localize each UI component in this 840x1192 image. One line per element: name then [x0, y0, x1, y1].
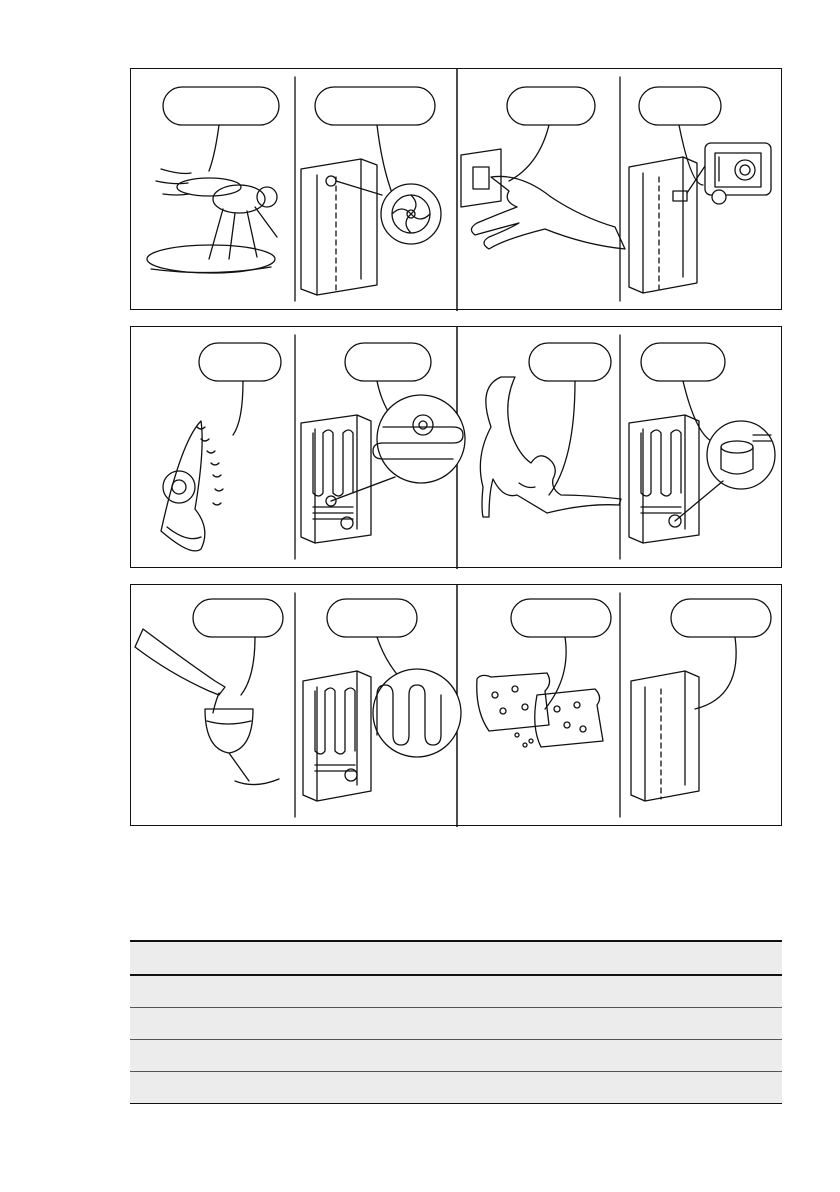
table-row	[130, 975, 782, 1008]
coil-icon	[301, 343, 465, 543]
table-cell	[130, 1040, 391, 1072]
switch-icon	[461, 87, 625, 249]
illustration-row-2	[130, 326, 782, 568]
table-row	[130, 1008, 782, 1040]
table-row	[130, 1072, 782, 1104]
illustration-row-2-art	[131, 327, 783, 569]
illustration-row-1-art	[131, 69, 783, 311]
table-header-cell	[391, 941, 782, 975]
cabinet-icon	[631, 599, 771, 801]
table-cell	[130, 1072, 391, 1104]
wine-icon	[135, 599, 283, 785]
table-cell	[391, 1072, 782, 1104]
thermostat-icon	[629, 87, 771, 293]
spec-table	[130, 940, 782, 1104]
illustration-row-1	[130, 68, 782, 310]
table-row	[130, 1040, 782, 1072]
condenser-icon	[303, 599, 461, 801]
illustration-row-3	[130, 584, 782, 826]
table-cell	[391, 975, 782, 1008]
table-cell	[130, 1008, 391, 1040]
fan-icon	[301, 87, 441, 295]
cheese-icon	[477, 599, 611, 747]
cat-icon	[480, 343, 621, 517]
iron-icon	[161, 343, 281, 551]
compressor-icon	[629, 343, 775, 543]
illustration-row-3-art	[131, 585, 783, 827]
table-header-cell	[130, 941, 391, 975]
table-header-row	[130, 941, 782, 975]
table-cell	[391, 1040, 782, 1072]
table-cell	[130, 975, 391, 1008]
table-cell	[391, 1008, 782, 1040]
fly-icon	[147, 87, 279, 273]
